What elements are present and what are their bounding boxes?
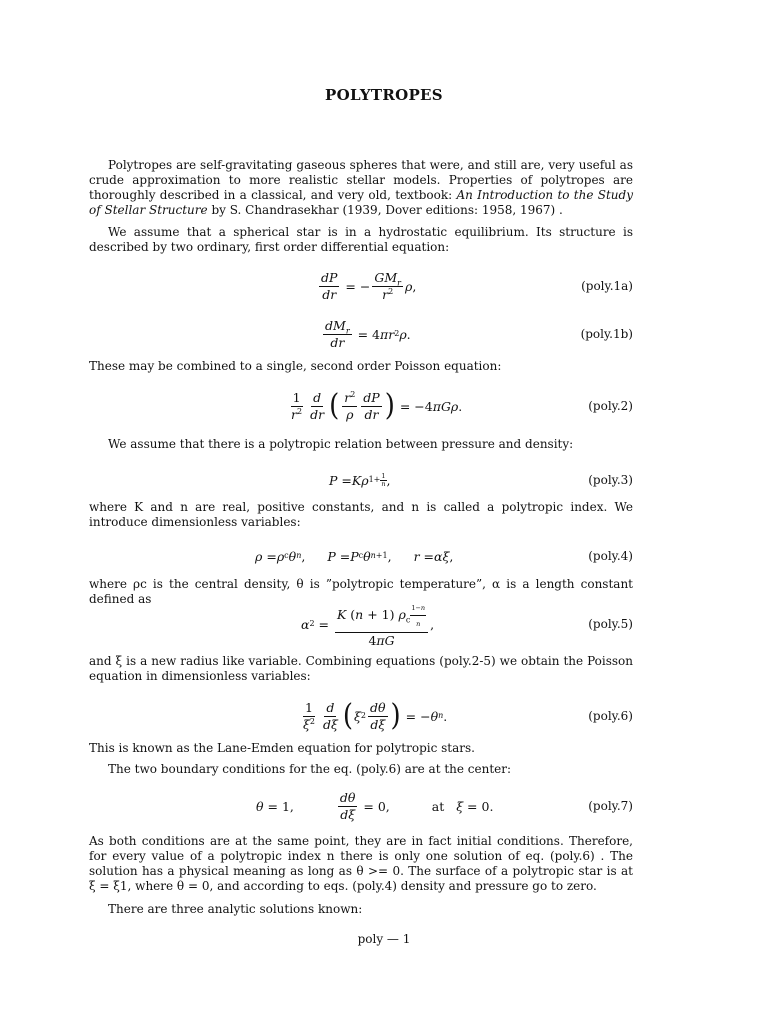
equation-poly-5: α 2 = K (n + 1) $\rho_c$ $\frac{1-n}{n}$ 4πG , (poly.5)	[89, 604, 633, 644]
initial-conditions-paragraph: As both conditions are at the same point, they are in fact initial conditions. Therefore, for every value of a polytropic index n there is only one solution of eq. (poly.6) . The solution has a physical meaning as long as θ >= 0. The surface of a polytropic star is at ξ = ξ1, where θ = 0, and according to eqs. (poly.4) density and pressure go to zero.	[89, 834, 633, 893]
intro-paragraph: Polytropes are self-gravitating gaseous spheres that were, and still are, very useful as crude approximation to more realistic stellar models. Properties of polytropes are thoroughly described in a classical, and very old, textbook: An Introduction to the Study of Stellar Structure by S. Chandrasekhar (1939, Dover editions: 1958, 1967) .	[89, 158, 633, 217]
dimensionless-paragraph: and ξ is a new radius like variable. Combining equations (poly.2-5) we obtain the Poisson equation in dimensionless variables:	[89, 654, 633, 683]
equation-number: (poly.6)	[588, 709, 633, 723]
lane-emden-paragraph: This is known as the Lane-Emden equation for polytropic stars.	[89, 741, 475, 755]
hydrostatic-paragraph: We assume that a spherical star is in a hydrostatic equilibrium. Its structure is described by two ordinary, first order differential equation:	[89, 225, 633, 254]
book-title: An Introduction to the Study of Stellar Structure	[89, 188, 633, 217]
analytic-solutions-paragraph: There are three analytic solutions known:	[108, 902, 363, 916]
poisson-intro: These may be combined to a single, second order Poisson equation:	[89, 359, 502, 373]
equation-poly-3: P = Kρ 1+ $\frac{1}{n}$ , (poly.3)	[89, 460, 633, 500]
equation-poly-1a: $\frac{dP}{dr}$ = − $\frac{GM_r}{r^2}$ ρ , (poly.1a)	[89, 266, 633, 306]
equation-number: (poly.1a)	[581, 279, 633, 293]
equation-poly-6: $\frac{1}{\xi^2}$ $\frac{d}{d\xi}$ ( ξ 2 $\frac{d\theta}{d\xi}$ ) = − θ n . (poly.6)	[89, 696, 633, 736]
polytropic-relation-intro: We assume that there is a polytropic relation between pressure and density:	[108, 437, 574, 451]
equation-number: (poly.7)	[588, 799, 633, 813]
equation-number: (poly.5)	[588, 617, 633, 631]
equation-poly-1b: $\frac{dM_r}{dr}$ = 4 πr 2 ρ . (poly.1b)	[89, 314, 633, 354]
page-footer: poly — 1	[357, 932, 411, 946]
page-title: POLYTROPES	[325, 86, 443, 104]
constants-paragraph: where K and n are real, positive constants, and n is called a polytropic index. We introduce dimensionless variables:	[89, 500, 633, 529]
equation-poly-7: θ = 1, $\frac{d\theta}{d\xi}$ = 0, at ξ = 0. (poly.7)	[89, 786, 633, 826]
central-density-paragraph: where ρc is the central density, θ is ”polytropic temperature”, α is a length constant defined as	[89, 577, 633, 606]
equation-poly-2: $\frac{1}{r^2}$ $\frac{d}{dr}$ ( $\frac{r^2}{\rho}$ $\frac{dP}{dr}$ ) = −4 πGρ . (poly.2)	[89, 386, 633, 426]
equation-number: (poly.2)	[588, 399, 633, 413]
equation-number: (poly.1b)	[580, 327, 633, 341]
condition-at-text: at	[431, 798, 445, 814]
equation-poly-4: ρ = ρ c θ n , P = P c θ n+1 , r = αξ , (poly.4)	[89, 536, 633, 576]
equation-number: (poly.4)	[588, 549, 633, 563]
boundary-conditions-paragraph: The two boundary conditions for the eq. (poly.6) are at the center:	[108, 762, 512, 776]
equation-number: (poly.3)	[588, 473, 633, 487]
